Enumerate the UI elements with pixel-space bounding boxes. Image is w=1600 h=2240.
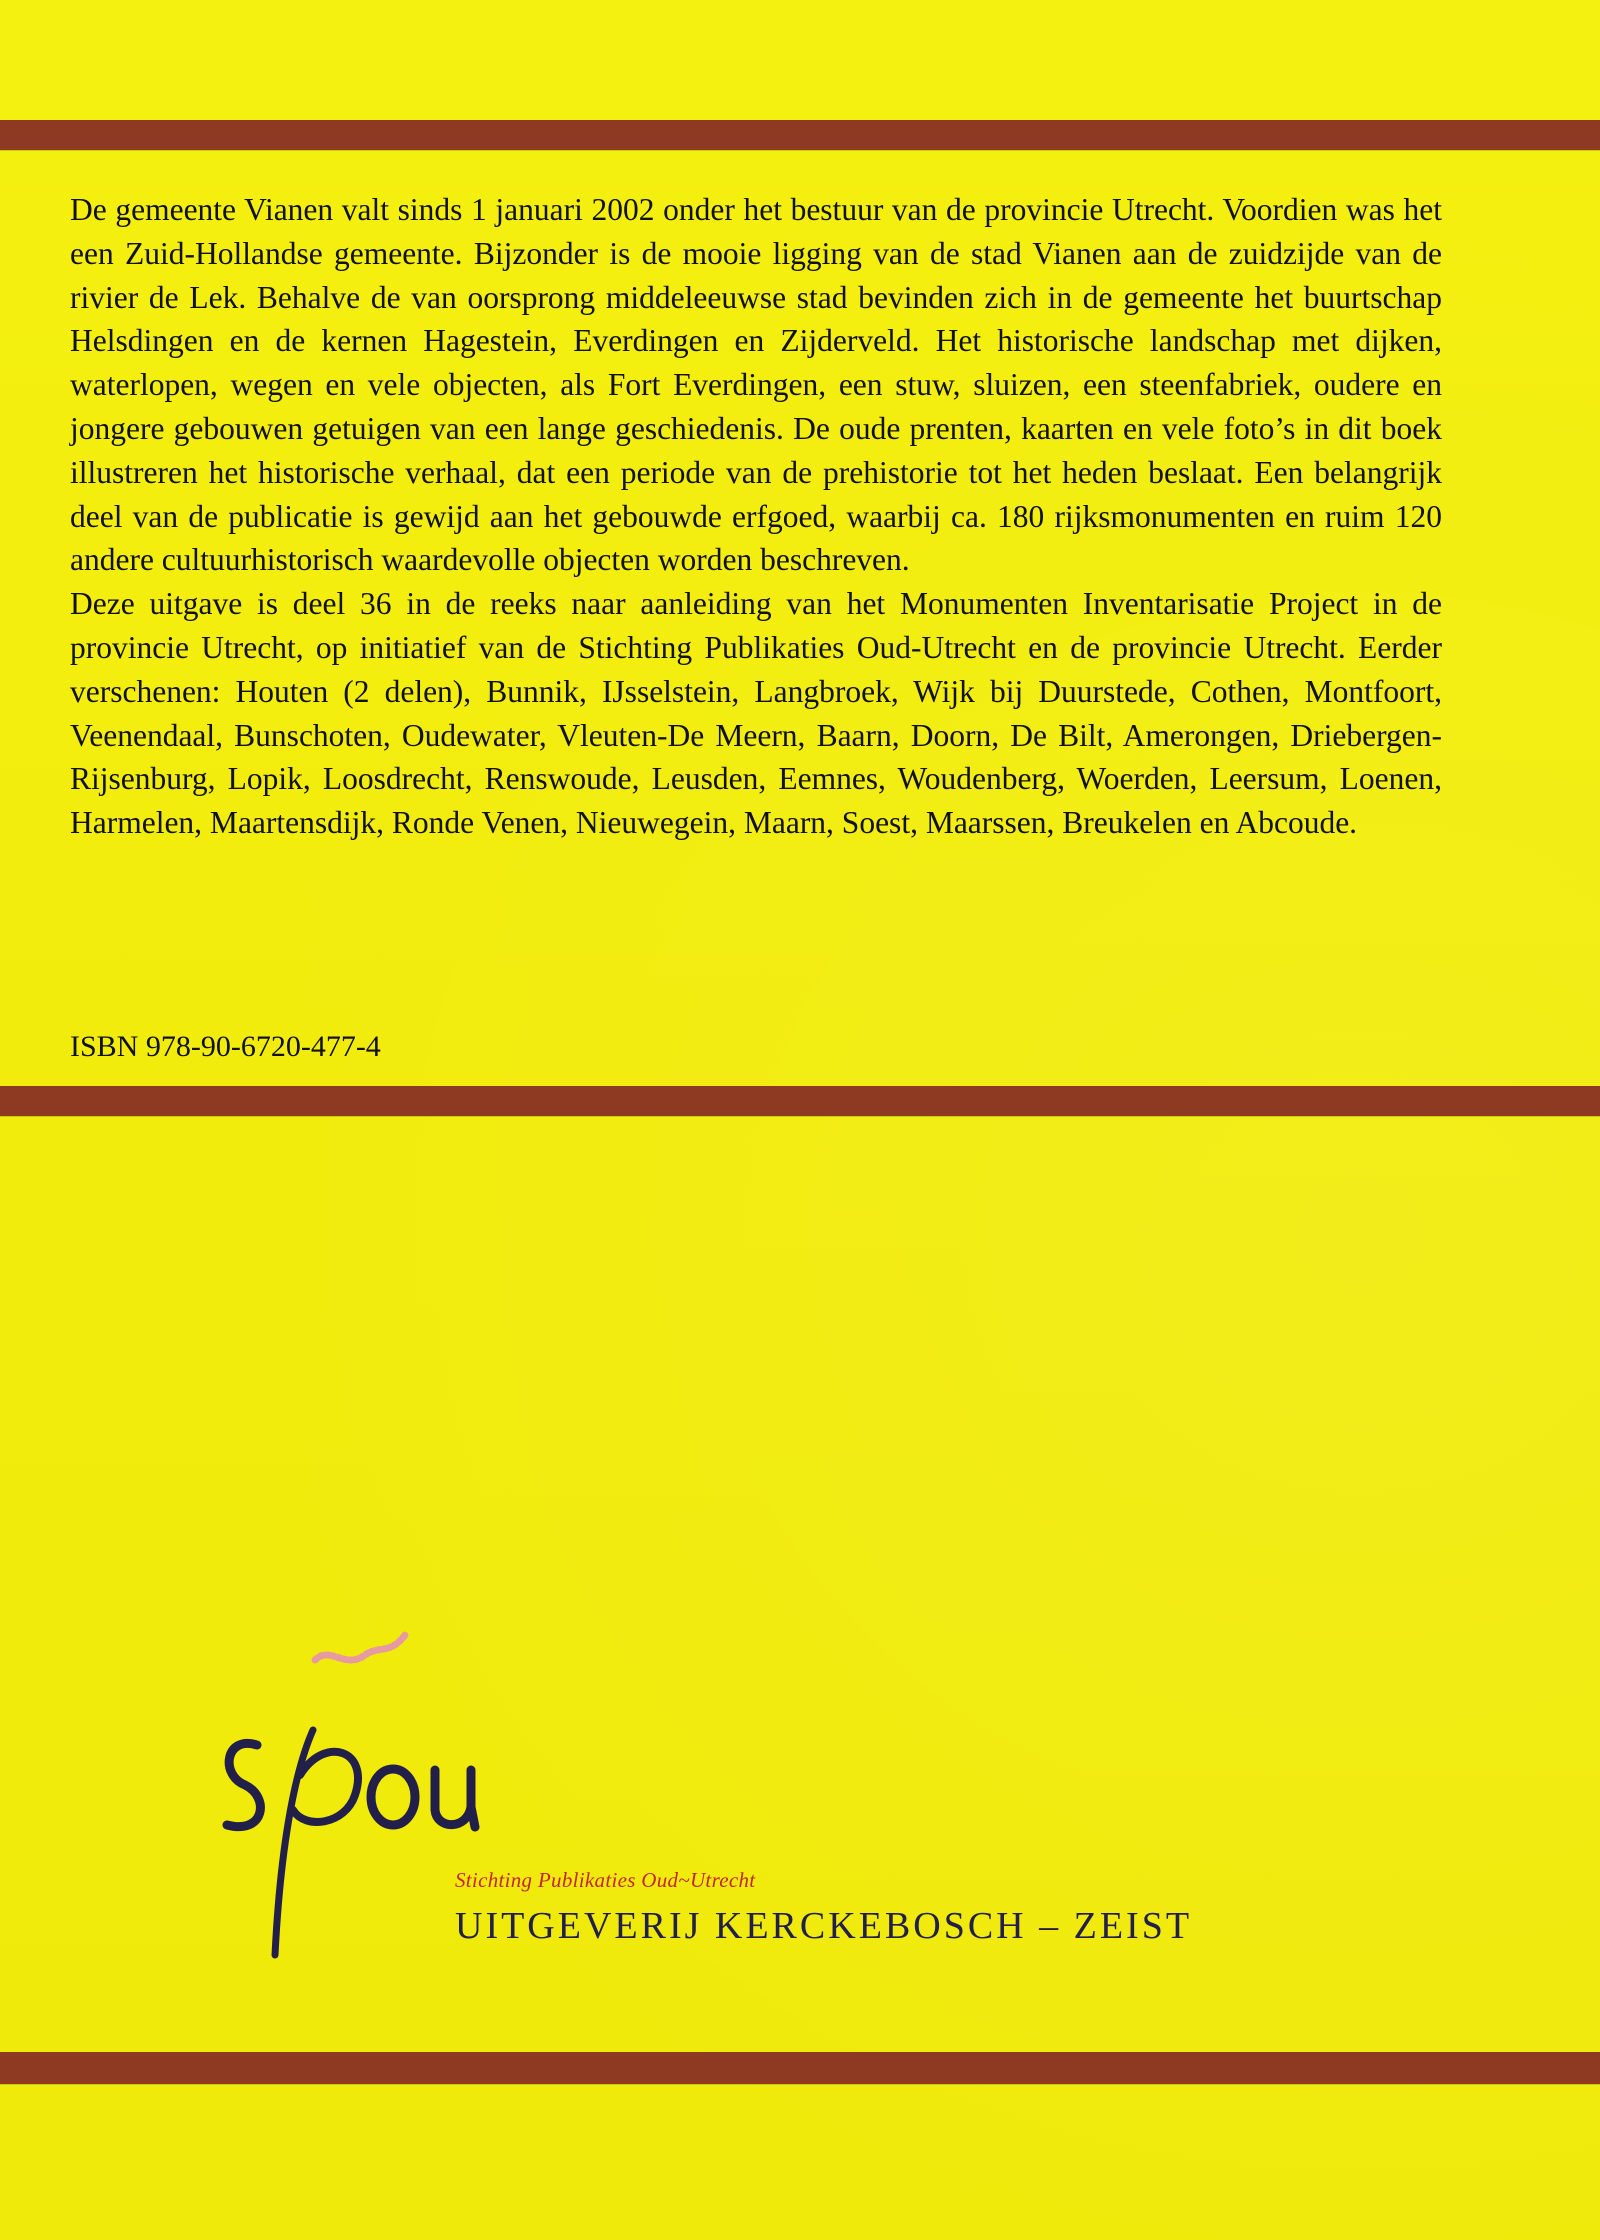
cover-blurb xyxy=(70,188,1442,845)
foundation-name: Stichting Publikaties Oud~Utrecht xyxy=(455,1868,756,1892)
blurb-paragraph-2: Deze uitgave is deel 36 in de reeks naar aanleiding van het Monumenten Inventarisatie Project in de provincie Utrecht, op initiatief van de Stichting Publikaties Oud-Utrecht en de provincie Utrecht. Eerder verschenen: Houten (2 delen), Bunnik, IJsselstein, Langbroek, Wijk bij Duurstede, Cothen, Montfoort, Veenendaal, Bunschoten, Oudewater, Vleuten-De Meern, Baarn, Doorn, De Bilt, Amerongen, Driebergen-Rijsenburg, Lopik, Loosdrecht, Renswoude, Leusden, Eemnes, Woudenberg, Woerden, Leersum, Loenen, Harmelen, Maartensdijk, Ronde Venen, Nieuwegein, Maarn, Soest, Maarssen, Breukelen en Abcoude. xyxy=(70,586,1442,841)
isbn-number: ISBN 978-90-6720-477-4 xyxy=(70,1030,381,1063)
top-decorative-band xyxy=(0,120,1600,150)
publisher-name: UITGEVERIJ KERCKEBOSCH – ZEIST xyxy=(455,1905,1193,1947)
middle-decorative-band xyxy=(0,1086,1600,1116)
blurb-paragraph-1: De gemeente Vianen valt sinds 1 januari 2002 onder het bestuur van de provincie Utrecht. Voordien was het een Zuid-Hollandse gemeente. Bijzonder is de mooie ligging van de stad Vianen aan de zuidzijde van de rivier de Lek. Behalve de van oorsprong middeleeuwse stad bevinden zich in de gemeente het buurtschap Helsdingen en de kernen Hagestein, Everdingen en Zijderveld. Het historische landschap met dijken, waterlopen, wegen en vele objecten, als Fort Everdingen, een stuw, sluizen, een steenfabriek, oudere en jongere gebouwen getuigen van een lange geschiedenis. De oude prenten, kaarten en vele foto’s in dit boek illustreren het historische verhaal, dat een periode van de prehistorie tot het heden beslaat. Een belangrijk deel van de publicatie is gewijd aan het gebouwde erfgoed, waarbij ca. 180 rijksmonumenten en ruim 120 andere cultuurhistorisch waardevolle objecten worden beschreven. xyxy=(70,192,1442,578)
bottom-decorative-band xyxy=(0,2052,1600,2084)
